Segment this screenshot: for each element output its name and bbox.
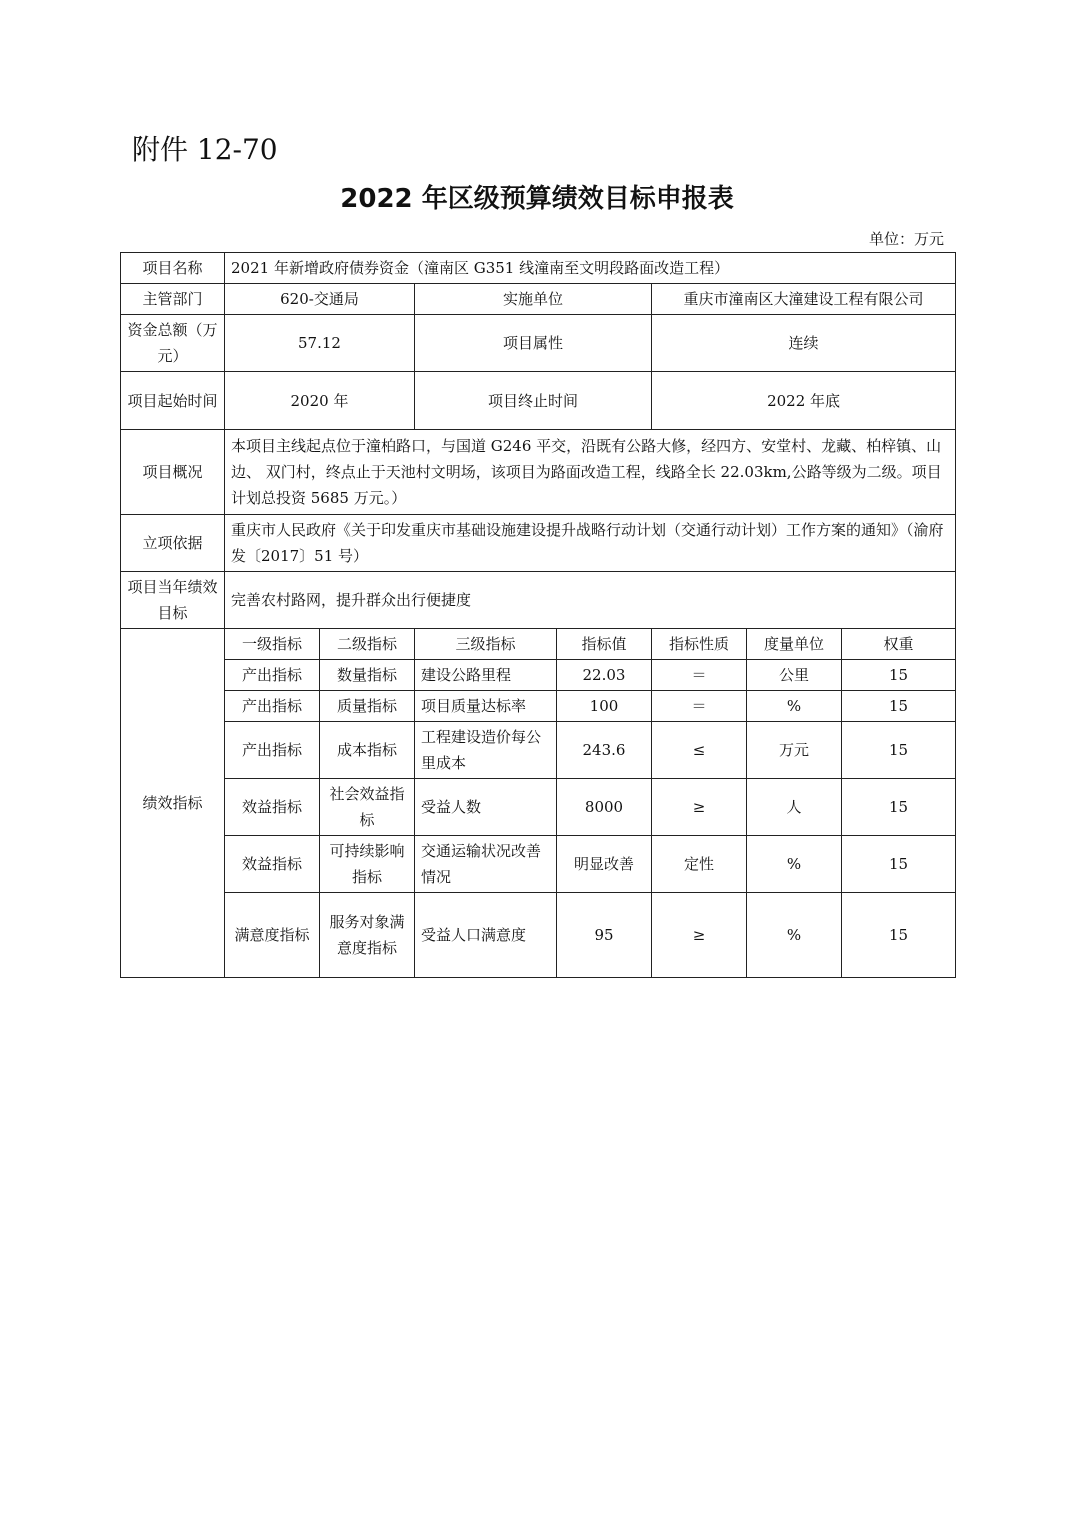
kpi-weight: 15 <box>842 779 956 836</box>
basis-value: 重庆市人民政府《关于印发重庆市基础设施建设提升战略行动计划（交通行动计划）工作方案的通知》（渝府发〔2017〕51 号） <box>225 515 956 572</box>
kpi-level3: 受益人数 <box>415 779 557 836</box>
end-label: 项目终止时间 <box>415 372 652 430</box>
kpi-level3: 交通运输状况改善情况 <box>415 836 557 893</box>
kpi-weight: 15 <box>842 691 956 722</box>
unit-label: 单位：万元 <box>868 230 944 248</box>
kpi-level2: 服务对象满意度指标 <box>320 893 415 978</box>
kpi-level2: 质量指标 <box>320 691 415 722</box>
dept-value: 620-交通局 <box>225 284 415 315</box>
kpi-level2: 成本指标 <box>320 722 415 779</box>
kpi-header: 二级指标 <box>320 629 415 660</box>
table-row <box>121 660 956 691</box>
kpi-header: 度量单位 <box>747 629 842 660</box>
kpi-header: 指标性质 <box>652 629 747 660</box>
kpi-value: 8000 <box>557 779 652 836</box>
kpi-nature: 定性 <box>652 836 747 893</box>
kpi-level2: 数量指标 <box>320 660 415 691</box>
kpi-level1: 产出指标 <box>225 691 320 722</box>
kpi-weight: 15 <box>842 836 956 893</box>
kpi-level1: 效益指标 <box>225 836 320 893</box>
kpi-weight: 15 <box>842 660 956 691</box>
kpi-level3: 建设公路里程 <box>415 660 557 691</box>
impl-value: 重庆市潼南区大潼建设工程有限公司 <box>652 284 956 315</box>
start-label: 项目起始时间 <box>121 372 225 430</box>
kpi-level2: 可持续影响指标 <box>320 836 415 893</box>
kpi-value: 明显改善 <box>557 836 652 893</box>
start-value: 2020 年 <box>225 372 415 430</box>
kpi-level1: 满意度指标 <box>225 893 320 978</box>
impl-label: 实施单位 <box>415 284 652 315</box>
table-row <box>121 836 956 893</box>
project-name-label: 项目名称 <box>121 253 225 284</box>
kpi-nature: ≥ <box>652 893 747 978</box>
goal-label: 项目当年绩效目标 <box>121 572 225 629</box>
budget-table <box>120 252 956 978</box>
kpi-level1: 产出指标 <box>225 722 320 779</box>
attr-label: 项目属性 <box>415 315 652 372</box>
overview-label: 项目概况 <box>121 430 225 515</box>
kpi-value: 243.6 <box>557 722 652 779</box>
goal-value: 完善农村路网，提升群众出行便捷度 <box>225 572 956 629</box>
table-row <box>121 779 956 836</box>
dept-label: 主管部门 <box>121 284 225 315</box>
kpi-nature: ＝ <box>652 691 747 722</box>
page-title: 2022 年区级预算绩效目标申报表 <box>340 184 734 214</box>
kpi-unit: 万元 <box>747 722 842 779</box>
overview-value: 本项目主线起点位于潼柏路口，与国道 G246 平交，沿既有公路大修，经四方、安堂村、龙藏、柏梓镇、山边、 双门村，终点止于天池村文明场，该项目为路面改造工程，线路全长 22.03km,公路等级为二级。项目计划总投资 5685 万元。） <box>225 430 956 515</box>
kpi-nature: ＝ <box>652 660 747 691</box>
kpi-value: 22.03 <box>557 660 652 691</box>
kpi-header: 三级指标 <box>415 629 557 660</box>
kpi-header: 一级指标 <box>225 629 320 660</box>
kpi-unit: % <box>747 836 842 893</box>
kpi-value: 95 <box>557 893 652 978</box>
kpi-nature: ≥ <box>652 779 747 836</box>
end-value: 2022 年底 <box>652 372 956 430</box>
fund-label: 资金总额（万元） <box>121 315 225 372</box>
kpi-level1: 产出指标 <box>225 660 320 691</box>
kpi-level3: 工程建设造价每公里成本 <box>415 722 557 779</box>
kpi-unit: % <box>747 893 842 978</box>
kpi-unit: % <box>747 691 842 722</box>
attachment-number: 附件 12-70 <box>132 133 278 166</box>
kpi-level3: 项目质量达标率 <box>415 691 557 722</box>
table-row <box>121 691 956 722</box>
kpi-nature: ≤ <box>652 722 747 779</box>
kpi-header: 指标值 <box>557 629 652 660</box>
project-name-value: 2021 年新增政府债券资金（潼南区 G351 线潼南至文明段路面改造工程） <box>225 253 956 284</box>
table-row <box>121 722 956 779</box>
attr-value: 连续 <box>652 315 956 372</box>
fund-value: 57.12 <box>225 315 415 372</box>
kpi-label: 绩效指标 <box>121 629 225 978</box>
kpi-header: 权重 <box>842 629 956 660</box>
kpi-value: 100 <box>557 691 652 722</box>
kpi-level1: 效益指标 <box>225 779 320 836</box>
kpi-level3: 受益人口满意度 <box>415 893 557 978</box>
kpi-weight: 15 <box>842 722 956 779</box>
table-row <box>121 893 956 978</box>
kpi-unit: 人 <box>747 779 842 836</box>
basis-label: 立项依据 <box>121 515 225 572</box>
kpi-level2: 社会效益指标 <box>320 779 415 836</box>
kpi-weight: 15 <box>842 893 956 978</box>
kpi-unit: 公里 <box>747 660 842 691</box>
